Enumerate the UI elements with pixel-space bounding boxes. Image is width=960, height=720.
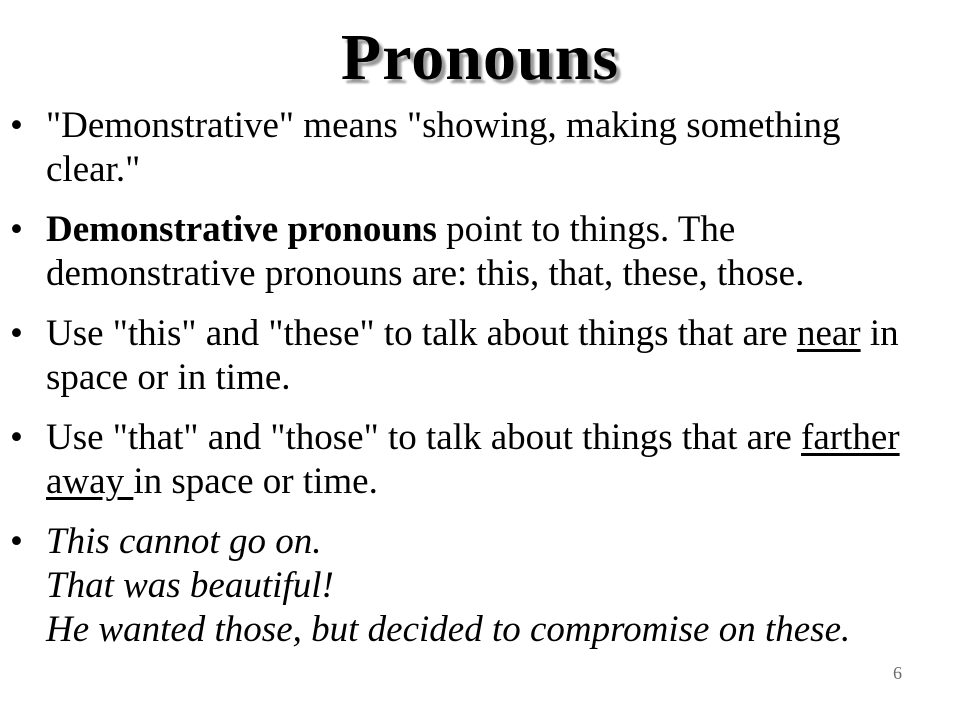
bullet-text: point to things. The demonstrative pronouns are: this, that, these, those. bbox=[46, 209, 805, 294]
page-number: 6 bbox=[893, 663, 902, 683]
bullet-text: "Demonstrative" means "showing, making something clear." bbox=[46, 105, 841, 190]
bullet-item-near bbox=[0, 312, 960, 400]
bullet-dot-icon: • bbox=[10, 417, 23, 458]
bullet-item-examples bbox=[0, 520, 960, 652]
underlined-word: near bbox=[796, 313, 861, 354]
bullet-dot-icon: • bbox=[10, 313, 23, 354]
bullet-dot-icon: • bbox=[10, 105, 23, 146]
bullet-text-post: in space or time. bbox=[133, 461, 378, 502]
bullet-text-pre: Use "that" and "those" to talk about things that are bbox=[46, 417, 802, 458]
bullet-dot-icon: • bbox=[10, 209, 23, 250]
bullet-item-definition bbox=[0, 104, 960, 192]
bullet-dot-icon: • bbox=[10, 521, 23, 562]
bullet-item-demonstrative-pronouns bbox=[0, 208, 960, 296]
bullet-list bbox=[0, 104, 960, 668]
example-sentence: That was beautiful! bbox=[46, 565, 334, 606]
bullet-text-pre: Use "this" and "these" to talk about things that are bbox=[46, 313, 797, 354]
bullet-item-farther bbox=[0, 416, 960, 504]
example-sentence: He wanted those, but decided to compromise on these. bbox=[46, 609, 851, 650]
underlined-phrase: farther away bbox=[46, 417, 900, 502]
example-sentence: This cannot go on. bbox=[46, 521, 322, 562]
bold-term: Demonstrative pronouns bbox=[46, 209, 437, 250]
slide-title: Pronouns bbox=[340, 21, 620, 94]
bullet-text-post: in space or in time. bbox=[46, 313, 899, 398]
